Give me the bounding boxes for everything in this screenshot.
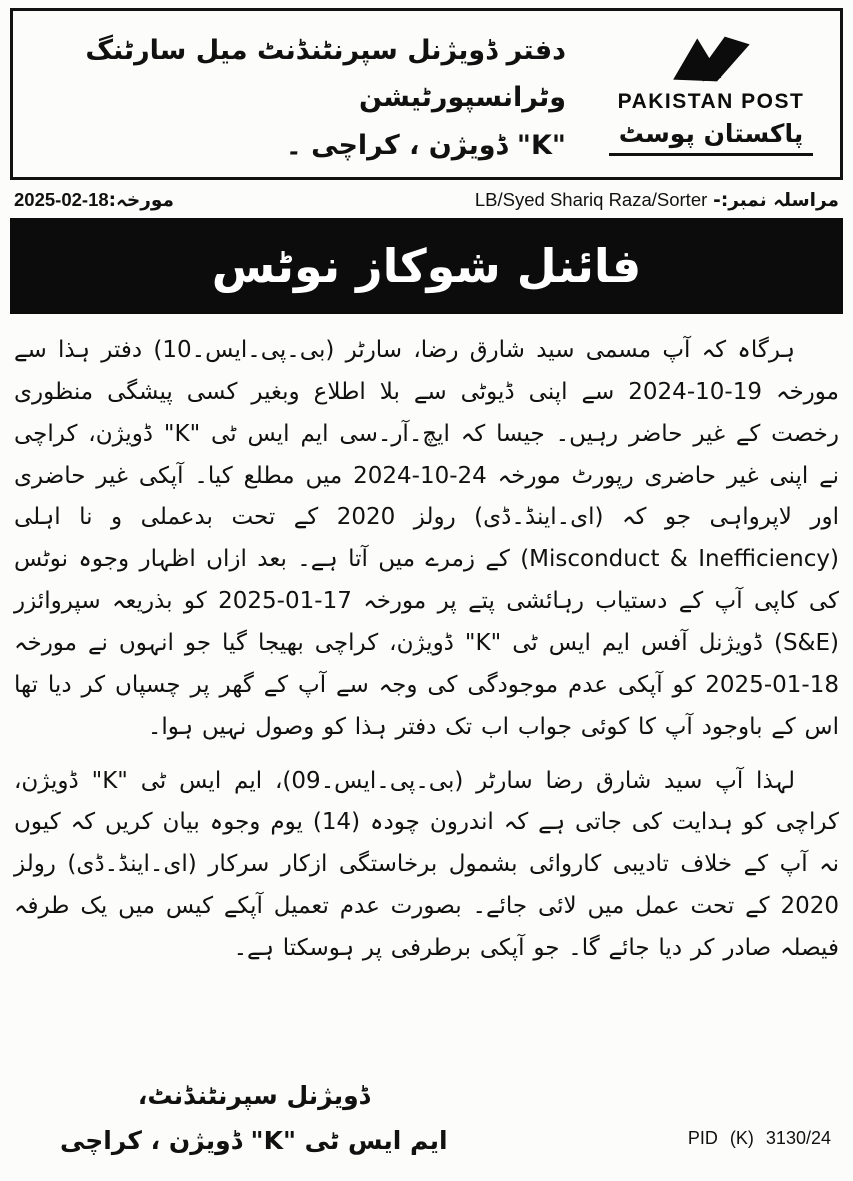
signature-line-2: ایم ایس ٹی "K" ڈویژن ، کراچی [60,1126,448,1155]
pakistan-post-logo [582,11,840,177]
brand-name-english: PAKISTAN POST [617,90,805,114]
date-value: 18-02-2025 [14,189,109,210]
pakistan-post-bird-icon [668,32,754,86]
notice-paragraph-1: ہرگاہ کہ آپ مسمی سید شارق رضا، سارٹر (بی۔پی۔ایس۔10) دفتر ہذا سے مورخہ 19-10-2024 سے اپنی ڈیوٹی سے بلا اطلاع وبغیر کسی پیشگی منظوری رخصت کے غیر حاضر رہیں۔ جیسا کہ ایچ۔آر۔سی ایم ایس ٹی "K" ڈویژن، کراچی نے اپنی غیر حاضری رپورٹ مورخہ 24-10-2024 میں مطلع کیا۔ آپکی غیر حاضری اور لاپرواہی جو کہ (ای۔اینڈ۔ڈی) رولز 2020 کے تحت بدعملی و نا اہلی (Misconduct & Inefficiency) کے زمرے میں آتا ہے۔ بعد ازاں اظہار وجوہ نوٹس کی کاپی آپ کے دستیاب رہائشی پتے پر مورخہ 17-01-2025 کو بذریعہ سپروائزر (S&E) ڈویژنل آفس ایم ایس ٹی "K" ڈویژن، کراچی بھیجا گیا جو انہوں نے مورخہ 18-01-2025 کو آپکی عدم موجودگی کی وجہ سے آپ کے گھر پر چسپاں کر دیا تھا اس کے باوجود آپ کا کوئی جواب اب تک دفتر ہذا کو وصول نہیں ہوا۔ [14,337,840,740]
notice-title: فائنل شوکاز نوٹس [211,239,642,293]
office-title-line1: دفتر ڈویژنل سپرنٹنڈنٹ میل سارٹنگ وٹرانسپورٹیشن [85,35,566,114]
signature-block [60,1073,448,1163]
reference-label: مراسلہ نمبر:- [713,190,839,211]
header [10,8,843,180]
pid-number: PID (K) 3130/24 [687,1128,831,1148]
office-title [13,11,582,177]
reference-number [473,189,839,211]
brand-name-urdu: پاکستان پوسٹ [609,118,814,156]
footer [20,1073,831,1163]
office-title-line2: "K" ڈویژن ، کراچی ۔ [285,129,566,161]
notice-date [14,189,174,211]
meta-row [10,180,843,218]
notice-title-banner [10,218,843,314]
notice-body [10,314,843,970]
reference-value: LB/Syed Shariq Raza/Sorter [474,189,708,210]
date-label: مورخہ: [108,190,174,211]
signature-line-1: ڈویژنل سپرنٹنڈنٹ، [137,1081,370,1110]
notice-paragraph-2: لہذا آپ سید شارق رضا سارٹر (بی۔پی۔ایس۔09)، ایم ایس ٹی "K" ڈویژن، کراچی کو ہدایت کی جاتی ہے کہ اندرون چودہ (14) یوم وجوہ بیان کریں کہ کیوں نہ آپ کے خلاف تادیبی کاروائی بشمول برخاستگی ازکار سرکار (ای۔اینڈ۔ڈی) رولز 2020 کے تحت عمل میں لائی جائے۔ بصورت عدم تعمیل آپکے کیس میں یک طرفہ فیصلہ صادر کر دیا جائے گا۔ جو آپکی برطرفی پر ہوسکتا ہے۔ [14,767,839,962]
